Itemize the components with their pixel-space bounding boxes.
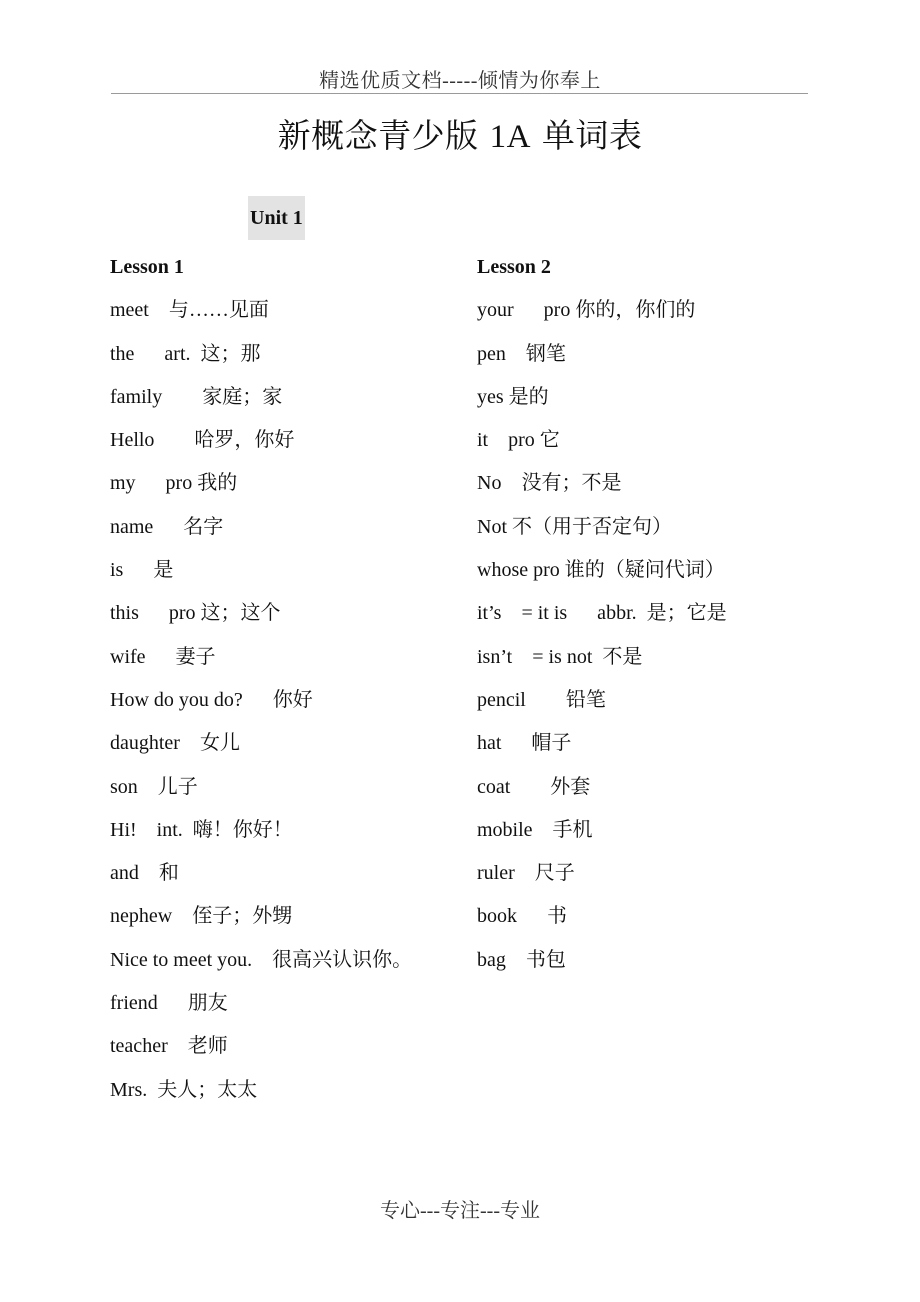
vocab-entry: meet 与……见面 xyxy=(110,299,269,322)
vocab-entry: No 没有；不是 xyxy=(477,472,622,495)
vocab-entry: pencil 铅笔 xyxy=(477,688,606,711)
lesson-1-column xyxy=(110,246,470,1112)
vocab-entry: this pro 这；这个 xyxy=(110,602,281,625)
vocab-entry: it’s = it is abbr. 是；它是 xyxy=(477,602,727,625)
title-suffix: 单词表 xyxy=(530,116,643,155)
page-footer: 专心---专注---专业 xyxy=(380,1200,540,1222)
vocab-entry: isn’t = is not 不是 xyxy=(477,645,643,668)
vocab-entry: coat 外套 xyxy=(477,775,591,798)
vocab-entry: and 和 xyxy=(110,862,179,885)
vocab-entry: daughter 女儿 xyxy=(110,732,240,755)
vocab-entry: wife 妻子 xyxy=(110,645,216,668)
vocab-entry: Nice to meet you. 很高兴认识你。 xyxy=(110,948,413,971)
vocab-entry: book 书 xyxy=(477,905,567,928)
vocab-entry: pen 钢笔 xyxy=(477,342,566,365)
vocab-entry: ruler 尺子 xyxy=(477,862,575,885)
title-prefix: 新概念青少版 xyxy=(277,116,490,155)
lesson-heading: Lesson 1 xyxy=(110,256,184,278)
vocab-entry: name 名字 xyxy=(110,515,224,538)
page-header: 精选优质文档-----倾情为你奉上 xyxy=(319,70,601,92)
vocab-entry: the art. 这；那 xyxy=(110,342,261,365)
vocab-entry: friend 朋友 xyxy=(110,992,228,1015)
vocab-entry: family 家庭；家 xyxy=(110,385,283,408)
lesson-2-column xyxy=(477,246,837,982)
vocab-entry: Mrs. 夫人；太太 xyxy=(110,1078,258,1101)
vocab-entry: Not 不（用于否定句） xyxy=(477,515,672,538)
vocab-entry: Hi! int. 嗨！你好！ xyxy=(110,818,293,841)
vocab-entry: bag 书包 xyxy=(477,948,566,971)
vocab-entry: whose pro 谁的（疑问代词） xyxy=(477,559,725,582)
vocab-entry: son 儿子 xyxy=(110,775,198,798)
vocab-entry: is 是 xyxy=(110,559,174,582)
vocab-entry: my pro 我的 xyxy=(110,472,238,495)
header-rule xyxy=(111,93,808,94)
vocab-entry: your pro 你的，你们的 xyxy=(477,299,696,322)
vocab-entry: teacher 老师 xyxy=(110,1035,228,1058)
vocab-entry: mobile 手机 xyxy=(477,818,593,841)
vocab-entry: Hello 哈罗，你好 xyxy=(110,429,295,452)
vocab-entry: nephew 侄子；外甥 xyxy=(110,905,293,928)
vocab-entry: hat 帽子 xyxy=(477,732,572,755)
title-level: 1A xyxy=(489,119,531,155)
vocab-entry: it pro 它 xyxy=(477,429,560,452)
vocab-entry: yes 是的 xyxy=(477,385,549,408)
document-title xyxy=(0,110,920,157)
unit-heading: Unit 1 xyxy=(248,196,305,240)
vocab-entry: How do you do? 你好 xyxy=(110,688,313,711)
lesson-heading: Lesson 2 xyxy=(477,256,551,278)
